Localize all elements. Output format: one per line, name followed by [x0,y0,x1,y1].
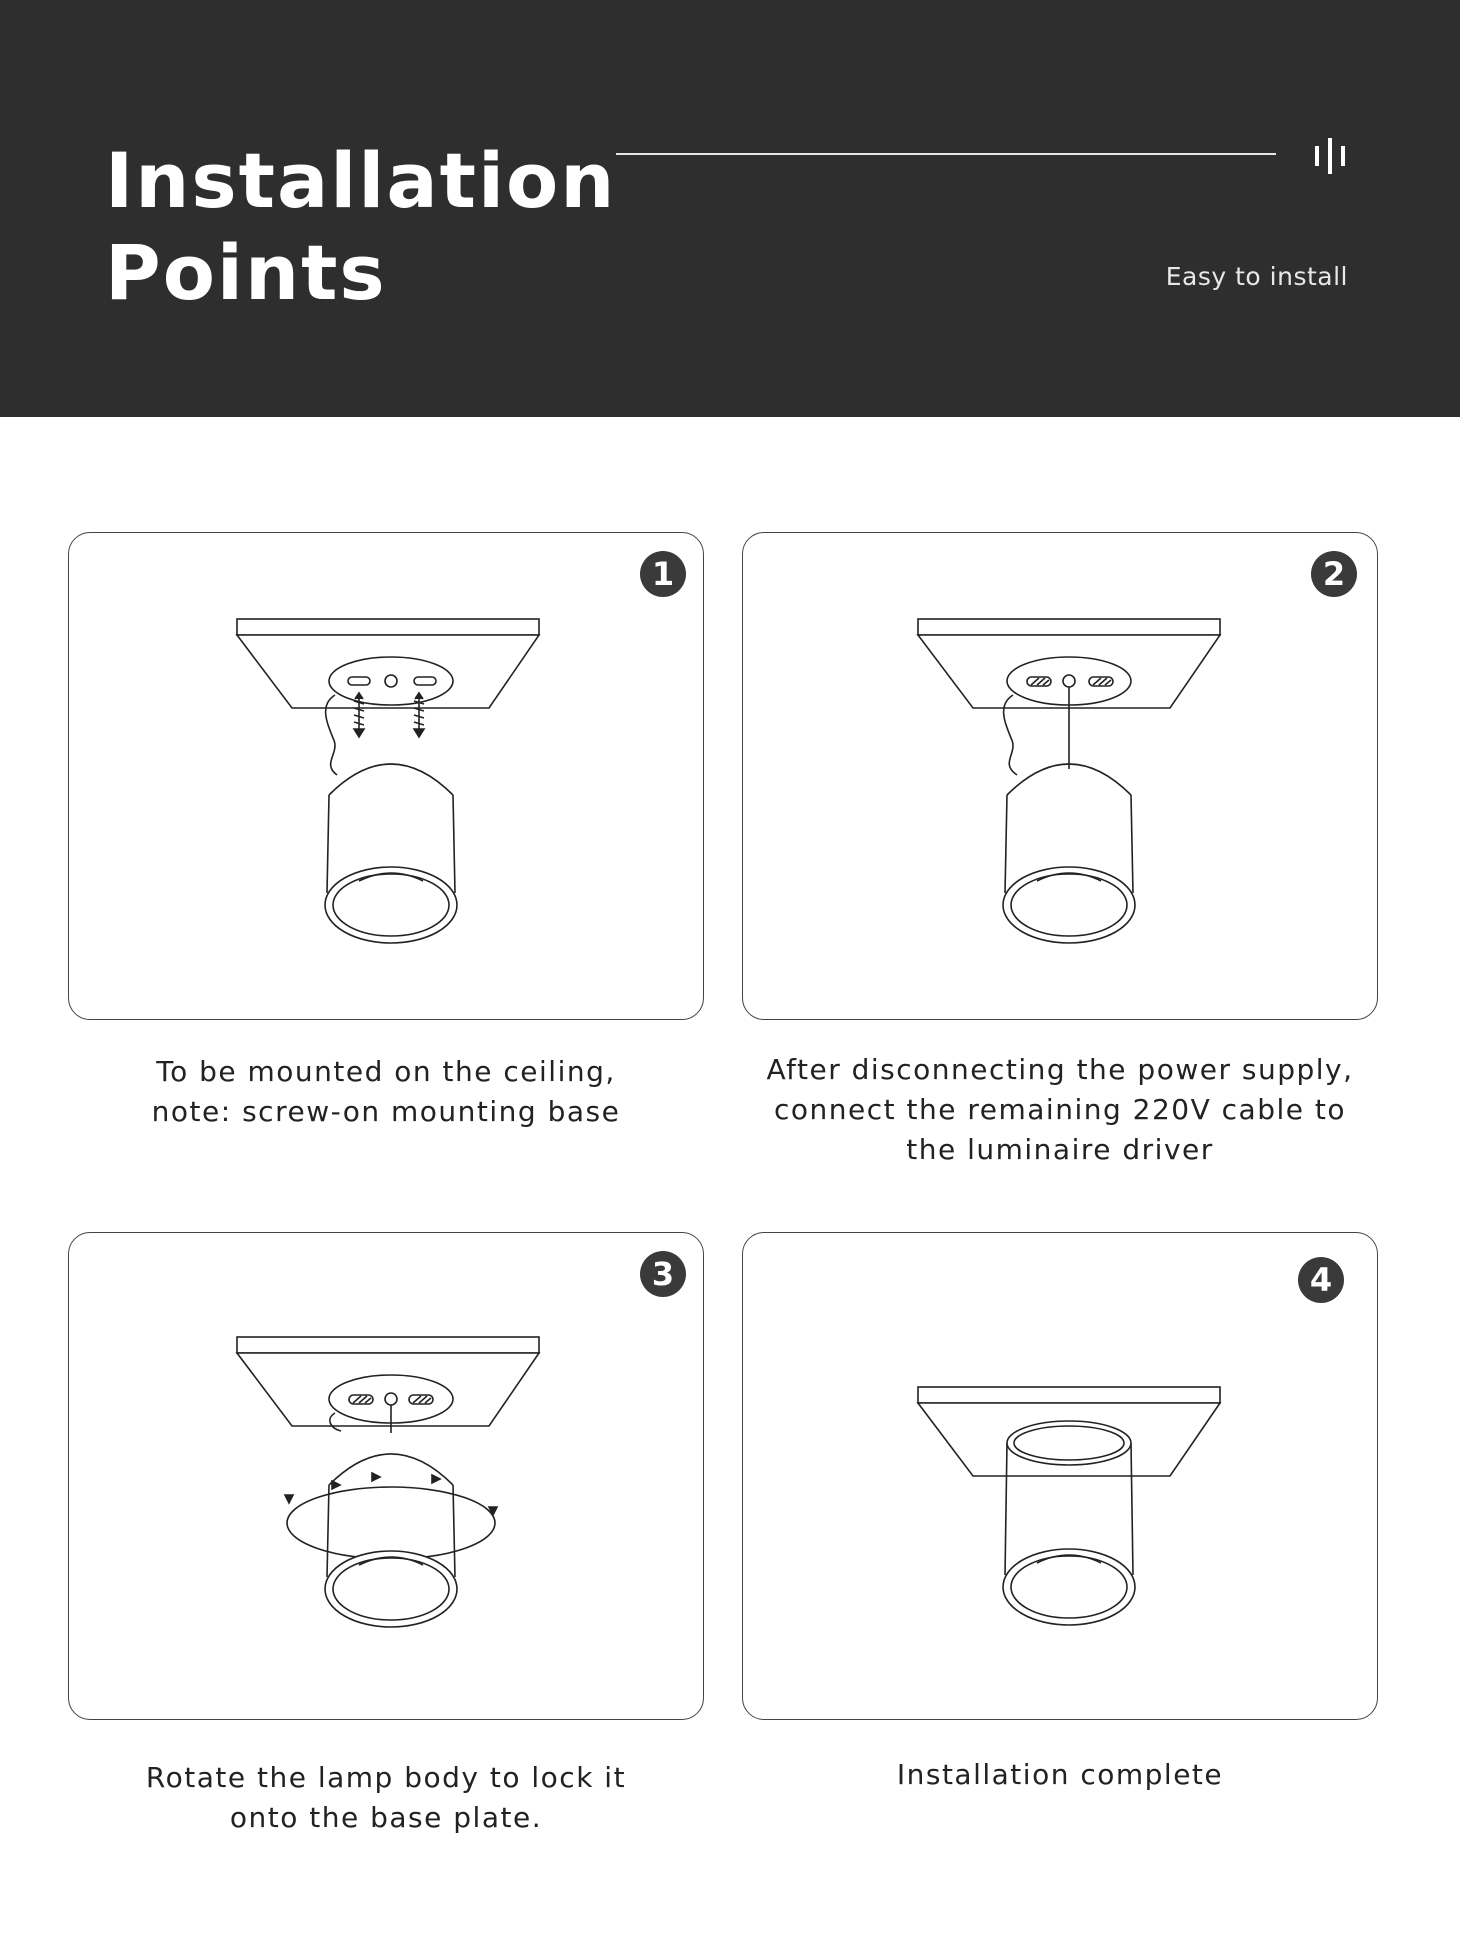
title-line-1: Installation [105,136,617,225]
caption-line: the luminaire driver [906,1133,1214,1166]
step-caption-4 [730,1755,1390,1795]
title-line-2: Points [105,228,387,317]
bars-icon [1312,136,1348,176]
step-number-badge: 2 [1311,551,1357,597]
caption-line: note: screw-on mounting base [151,1095,621,1128]
step-card-3 [68,1232,704,1720]
rotate-lock-icon [69,1233,705,1721]
tagline: Easy to install [1165,262,1348,291]
cable-connection-icon [743,533,1379,1021]
installed-lamp-icon [743,1233,1379,1721]
step-number-badge: 1 [640,551,686,597]
ceiling-screw-mount-icon [69,533,705,1021]
step-card-4 [742,1232,1378,1720]
step-caption-3 [56,1758,716,1838]
page-title [105,135,616,319]
caption-line: connect the remaining 220V cable to [774,1093,1346,1126]
step-number-badge: 4 [1298,1257,1344,1303]
caption-line: Rotate the lamp body to lock it [145,1761,627,1794]
step-number-badge: 3 [640,1251,686,1297]
step-caption-2 [730,1050,1390,1170]
caption-line: After disconnecting the power supply, [766,1053,1354,1086]
header-divider [616,153,1276,155]
header-banner [0,0,1460,417]
step-card-1 [68,532,704,1020]
step-caption-1 [56,1052,716,1132]
caption-line: onto the base plate. [229,1801,543,1834]
step-card-2 [742,532,1378,1020]
caption-line: To be mounted on the ceiling, [156,1055,616,1088]
caption-line: Installation complete [896,1758,1224,1791]
